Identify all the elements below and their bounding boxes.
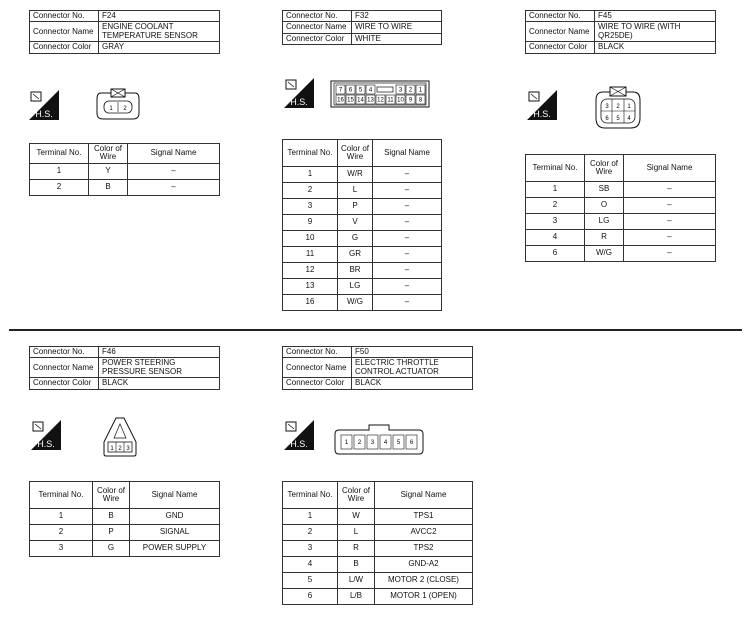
signal-cell: GND-A2 <box>375 557 473 573</box>
label-connector-color: Connector Color <box>30 42 99 53</box>
table-row <box>526 246 716 262</box>
wire-color-cell: BR <box>338 263 373 279</box>
label-connector-color: Connector Color <box>526 42 595 53</box>
label-connector-color: Connector Color <box>283 378 352 389</box>
table-row <box>526 214 716 230</box>
hs-label: H.S. <box>290 439 308 449</box>
signal-cell: MOTOR 1 (OPEN) <box>375 589 473 605</box>
wire-color-cell: R <box>585 230 624 246</box>
connector-f45-face <box>593 84 643 137</box>
signal-cell: – <box>373 215 442 231</box>
pin-label: 2 <box>118 446 122 452</box>
terminal-table-f46 <box>29 481 220 557</box>
table-row <box>30 525 220 541</box>
col-signal-name: Signal Name <box>624 155 716 182</box>
connector-color-value: BLACK <box>352 378 473 389</box>
table-row <box>283 215 442 231</box>
terminal-cell: 2 <box>526 198 585 214</box>
connector-f32-info <box>282 10 442 45</box>
wire-color-cell: L/W <box>338 573 375 589</box>
signal-cell: – <box>128 179 220 195</box>
connector-f46-face <box>100 416 140 463</box>
harness-side-icon <box>284 420 314 450</box>
signal-cell: AVCC2 <box>375 525 473 541</box>
wire-color-cell: G <box>93 541 130 557</box>
hs-label: H.S. <box>533 109 551 119</box>
label-connector-name: Connector Name <box>30 22 99 42</box>
connector-color-value: WHITE <box>352 33 442 44</box>
col-signal-name: Signal Name <box>128 144 220 164</box>
col-terminal-no: Terminal No. <box>30 482 93 509</box>
label-connector-no: Connector No. <box>30 11 99 22</box>
terminal-cell: 10 <box>283 231 338 247</box>
signal-cell: TPS2 <box>375 541 473 557</box>
wire-color-cell: L <box>338 183 373 199</box>
table-row <box>526 198 716 214</box>
wire-color-cell: V <box>338 215 373 231</box>
connector-no-value: F45 <box>595 11 716 22</box>
connector-no-value: F32 <box>352 11 442 22</box>
signal-cell: – <box>373 295 442 311</box>
wire-color-cell: P <box>338 199 373 215</box>
pin-label: 15 <box>347 97 354 104</box>
terminal-cell: 3 <box>30 541 93 557</box>
pin-label: 2 <box>123 106 127 112</box>
signal-cell: – <box>373 199 442 215</box>
wire-color-cell: LG <box>338 279 373 295</box>
table-row <box>283 231 442 247</box>
terminal-cell: 4 <box>526 230 585 246</box>
pin-label: 6 <box>348 87 353 94</box>
connector-color-value: GRAY <box>99 42 220 53</box>
connector-no-value: F24 <box>99 11 220 22</box>
pin-label: 5 <box>396 440 401 446</box>
table-row <box>283 557 473 573</box>
hs-label: H.S. <box>37 439 55 449</box>
table-row <box>283 589 473 605</box>
wire-color-cell: L/B <box>338 589 375 605</box>
table-row <box>30 541 220 557</box>
pin-label: 2 <box>616 104 620 110</box>
pin-label: 8 <box>418 97 423 104</box>
table-row <box>283 263 442 279</box>
pin-label: 6 <box>605 116 609 122</box>
connector-name-value: WIRE TO WIRE (WITH QR25DE) <box>595 22 716 42</box>
pin-label: 14 <box>357 97 364 104</box>
table-row <box>283 199 442 215</box>
terminal-cell: 2 <box>30 179 89 195</box>
terminal-table-f45 <box>525 154 716 262</box>
label-connector-no: Connector No. <box>283 347 352 358</box>
signal-cell: GND <box>130 509 220 525</box>
terminal-cell: 12 <box>283 263 338 279</box>
table-row <box>30 163 220 179</box>
harness-side-icon <box>29 90 59 120</box>
terminal-cell: 13 <box>283 279 338 295</box>
wire-color-cell: W/R <box>338 167 373 183</box>
pin-label: 13 <box>367 97 374 104</box>
signal-cell: – <box>624 182 716 198</box>
terminal-cell: 3 <box>526 214 585 230</box>
terminal-cell: 2 <box>283 525 338 541</box>
signal-cell: – <box>624 198 716 214</box>
col-terminal-no: Terminal No. <box>283 482 338 509</box>
signal-cell: – <box>373 279 442 295</box>
wire-color-cell: LG <box>585 214 624 230</box>
connector-name-value: ENGINE COOLANT TEMPERATURE SENSOR <box>99 22 220 42</box>
connector-f46-info <box>29 346 220 390</box>
pin-label: 1 <box>418 87 423 94</box>
table-row <box>283 247 442 263</box>
col-color-of-wire: Color of Wire <box>338 140 373 167</box>
signal-cell: – <box>373 183 442 199</box>
terminal-cell: 2 <box>283 183 338 199</box>
section-divider <box>9 329 742 331</box>
connector-f50-face <box>333 422 425 461</box>
connector-f45-info <box>525 10 716 54</box>
signal-cell: – <box>373 167 442 183</box>
harness-side-icon <box>31 420 61 450</box>
pin-label: 7 <box>338 87 343 94</box>
wire-color-cell: W <box>338 509 375 525</box>
connector-f32-face <box>330 80 430 113</box>
pin-label: 9 <box>408 97 413 104</box>
pin-label: 4 <box>627 116 631 122</box>
connector-no-value: F46 <box>99 347 220 358</box>
label-connector-no: Connector No. <box>526 11 595 22</box>
col-terminal-no: Terminal No. <box>283 140 338 167</box>
wire-color-cell: R <box>338 541 375 557</box>
terminal-cell: 1 <box>283 509 338 525</box>
terminal-cell: 3 <box>283 541 338 557</box>
signal-cell: – <box>373 263 442 279</box>
wire-color-cell: W/G <box>585 246 624 262</box>
table-row <box>283 279 442 295</box>
pin-label: 1 <box>344 440 349 446</box>
col-color-of-wire: Color of Wire <box>338 482 375 509</box>
pin-label: 1 <box>110 446 114 452</box>
terminal-cell: 1 <box>526 182 585 198</box>
table-row <box>283 573 473 589</box>
pin-label: 2 <box>357 440 362 446</box>
wire-color-cell: O <box>585 198 624 214</box>
col-signal-name: Signal Name <box>375 482 473 509</box>
terminal-cell: 1 <box>30 509 93 525</box>
pin-label: 12 <box>377 97 384 104</box>
connector-no-value: F50 <box>352 347 473 358</box>
table-row <box>526 230 716 246</box>
col-terminal-no: Terminal No. <box>526 155 585 182</box>
label-connector-no: Connector No. <box>283 11 352 22</box>
terminal-cell: 1 <box>30 163 89 179</box>
table-row <box>283 295 442 311</box>
wire-color-cell: G <box>338 231 373 247</box>
hs-label: H.S. <box>35 109 53 119</box>
pin-label: 3 <box>605 104 609 110</box>
label-connector-name: Connector Name <box>283 22 352 33</box>
col-color-of-wire: Color of Wire <box>585 155 624 182</box>
signal-cell: POWER SUPPLY <box>130 541 220 557</box>
terminal-cell: 1 <box>283 167 338 183</box>
wire-color-cell: SB <box>585 182 624 198</box>
terminal-cell: 3 <box>283 199 338 215</box>
signal-cell: MOTOR 2 (CLOSE) <box>375 573 473 589</box>
table-row <box>283 183 442 199</box>
connector-name-value: WIRE TO WIRE <box>352 22 442 33</box>
label-connector-color: Connector Color <box>283 33 352 44</box>
table-row <box>283 509 473 525</box>
col-signal-name: Signal Name <box>373 140 442 167</box>
col-color-of-wire: Color of Wire <box>93 482 130 509</box>
connector-f24-face <box>93 87 143 128</box>
terminal-table-f32 <box>282 139 442 311</box>
signal-cell: SIGNAL <box>130 525 220 541</box>
connector-name-value: POWER STEERING PRESSURE SENSOR <box>99 358 220 378</box>
signal-cell: – <box>624 230 716 246</box>
connector-f50-info <box>282 346 473 390</box>
signal-cell: TPS1 <box>375 509 473 525</box>
table-row <box>30 179 220 195</box>
latch-slot <box>377 87 393 92</box>
terminal-cell: 6 <box>526 246 585 262</box>
terminal-cell: 2 <box>30 525 93 541</box>
pin-label: 5 <box>358 87 363 94</box>
harness-side-icon <box>527 90 557 120</box>
label-connector-name: Connector Name <box>283 358 352 378</box>
pin-label: 3 <box>398 87 403 94</box>
terminal-cell: 4 <box>283 557 338 573</box>
wire-color-cell: B <box>338 557 375 573</box>
pin-label: 11 <box>387 97 394 104</box>
wire-color-cell: L <box>338 525 375 541</box>
wire-color-cell: W/G <box>338 295 373 311</box>
label-connector-name: Connector Name <box>526 22 595 42</box>
label-connector-no: Connector No. <box>30 347 99 358</box>
pin-label: 3 <box>370 440 375 446</box>
pin-label: 1 <box>109 106 113 112</box>
signal-cell: – <box>373 231 442 247</box>
pin-label: 5 <box>616 116 620 122</box>
terminal-cell: 16 <box>283 295 338 311</box>
label-connector-name: Connector Name <box>30 358 99 378</box>
label-connector-color: Connector Color <box>30 378 99 389</box>
terminal-cell: 11 <box>283 247 338 263</box>
wire-color-cell: B <box>93 509 130 525</box>
signal-cell: – <box>624 214 716 230</box>
terminal-cell: 9 <box>283 215 338 231</box>
wire-color-cell: Y <box>89 163 128 179</box>
hs-label: H.S. <box>290 97 308 107</box>
col-terminal-no: Terminal No. <box>30 144 89 164</box>
table-row <box>283 525 473 541</box>
pin-label: 2 <box>408 87 413 94</box>
pin-label: 1 <box>627 104 631 110</box>
connector-f24-info <box>29 10 220 54</box>
terminal-table-f24 <box>29 143 220 196</box>
table-row <box>30 509 220 525</box>
table-row <box>283 541 473 557</box>
pin-label: 6 <box>409 440 414 446</box>
wire-color-cell: B <box>89 179 128 195</box>
signal-cell: – <box>128 163 220 179</box>
pin-label: 3 <box>126 446 130 452</box>
table-row <box>283 167 442 183</box>
col-color-of-wire: Color of Wire <box>89 144 128 164</box>
harness-side-icon <box>284 78 314 108</box>
terminal-cell: 6 <box>283 589 338 605</box>
table-row <box>526 182 716 198</box>
pin-label: 4 <box>383 440 388 446</box>
connector-name-value: ELECTRIC THROTTLE CONTROL ACTUATOR <box>352 358 473 378</box>
pin-label: 16 <box>337 97 344 104</box>
col-signal-name: Signal Name <box>130 482 220 509</box>
terminal-table-f50 <box>282 481 473 605</box>
pin-label: 4 <box>368 87 373 94</box>
connector-color-value: BLACK <box>99 378 220 389</box>
wire-color-cell: GR <box>338 247 373 263</box>
terminal-cell: 5 <box>283 573 338 589</box>
pin-label: 10 <box>397 97 404 104</box>
signal-cell: – <box>373 247 442 263</box>
signal-cell: – <box>624 246 716 262</box>
connector-color-value: BLACK <box>595 42 716 53</box>
wire-color-cell: P <box>93 525 130 541</box>
